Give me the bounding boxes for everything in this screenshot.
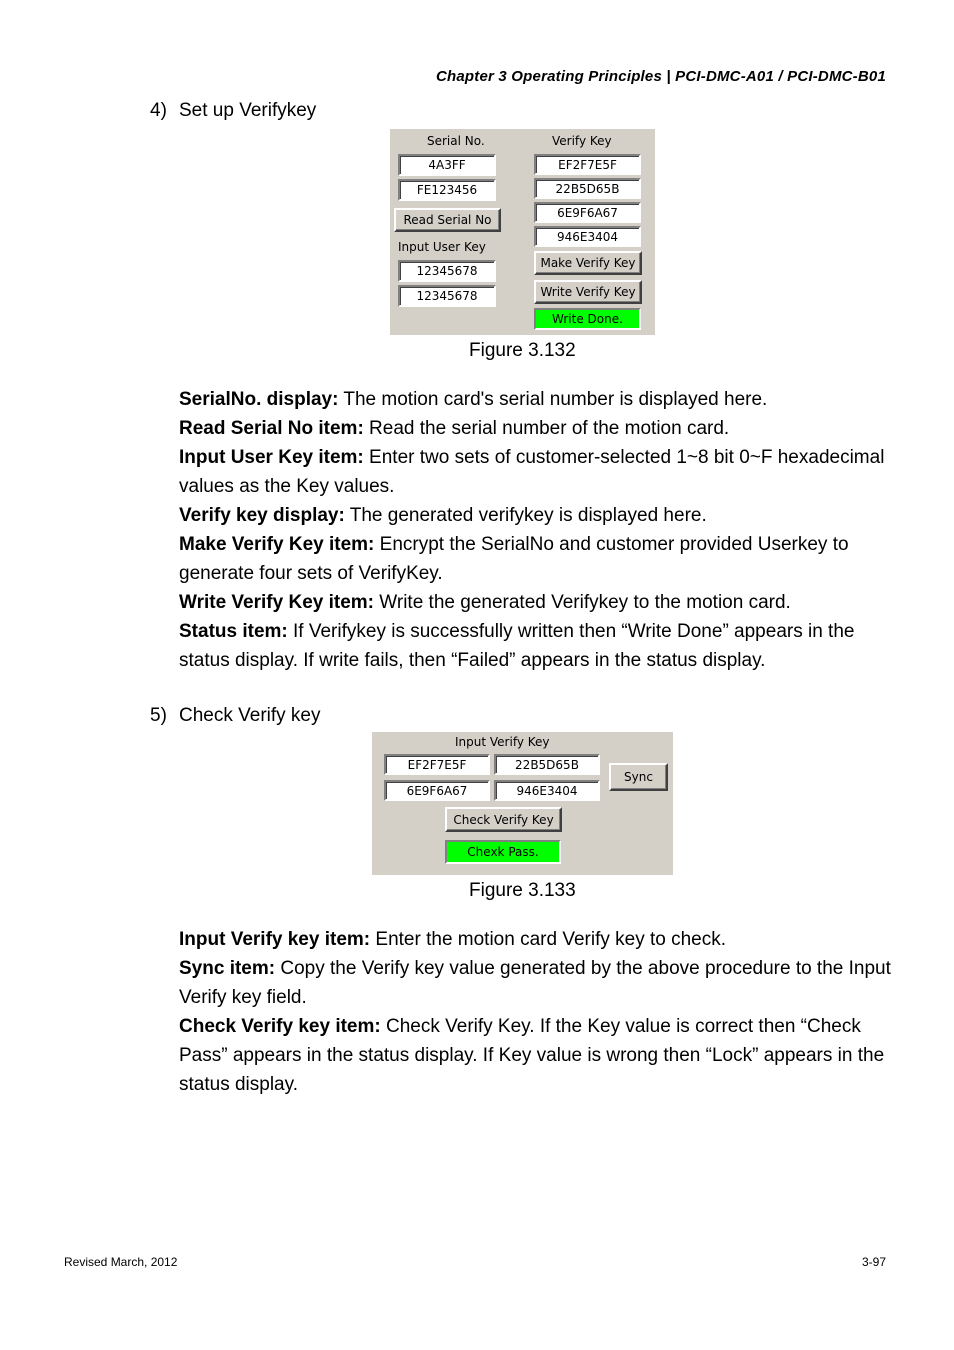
step-title: Set up Verifykey [179, 100, 317, 121]
desc-sync: Sync item: Copy the Verify key value generated by the above procedure to the Input Verify key field. [179, 958, 891, 1008]
verify-key-field-2[interactable]: 22B5D65B [534, 178, 641, 199]
check-key-field-3[interactable]: 6E9F6A67 [384, 780, 490, 801]
serial-no-field-2[interactable]: FE123456 [398, 179, 496, 201]
read-serial-no-button[interactable]: Read Serial No [394, 208, 501, 232]
serial-no-field-1[interactable]: 4A3FF [398, 154, 496, 176]
figure-3-133-caption: Figure 3.133 [469, 880, 576, 901]
desc-status: Status item: If Verifykey is successfully written then “Write Done” appears in the status display. If write fails, then “Failed” appears in the status display. [179, 621, 855, 671]
input-verify-key-label: Input Verify Key [455, 735, 550, 749]
desc-input-verify-key: Input Verify key item: Enter the motion card Verify key to check. [179, 929, 727, 950]
user-key-field-2[interactable]: 12345678 [398, 285, 496, 307]
desc-check-verify-key: Check Verify key item: Check Verify Key. If the Key value is correct then “Check Pass” appears in the status display. If Key value is wrong then “Lock” appears in the status display. [179, 1016, 885, 1095]
desc-input-user-key: Input User Key item: Enter two sets of customer-selected 1~8 bit 0~F hexadecimal values as the Key values. [179, 447, 885, 497]
verify-key-label: Verify Key [552, 134, 612, 148]
verify-key-field-4[interactable]: 946E3404 [534, 226, 641, 247]
check-key-field-1[interactable]: EF2F7E5F [384, 754, 490, 775]
serial-no-label: Serial No. [427, 134, 485, 148]
running-header: Chapter 3 Operating Principles | PCI-DMC-A01 / PCI-DMC-B01 [435, 68, 886, 85]
step-number: 5) [150, 705, 167, 726]
figure-3-132-caption: Figure 3.132 [469, 340, 576, 361]
step-title: Check Verify key [179, 705, 321, 726]
check-key-field-4[interactable]: 946E3404 [494, 780, 600, 801]
section-4-descriptions [179, 385, 894, 675]
desc-verify-key-display: Verify key display: The generated verifykey is displayed here. [179, 505, 707, 526]
footer-page-number: 3-97 [861, 1255, 886, 1269]
footer-revision: Revised March, 2012 [64, 1255, 178, 1269]
make-verify-key-button[interactable]: Make Verify Key [534, 251, 642, 275]
write-verify-key-button[interactable]: Write Verify Key [534, 280, 642, 304]
step-number: 4) [150, 100, 167, 121]
sync-button[interactable]: Sync [609, 763, 668, 791]
step-4-heading [150, 100, 316, 122]
check-verify-key-panel [372, 732, 673, 875]
verify-key-field-1[interactable]: EF2F7E5F [534, 154, 641, 175]
check-key-field-2[interactable]: 22B5D65B [494, 754, 600, 775]
check-status-display: Chexk Pass. [445, 840, 561, 864]
input-user-key-label: Input User Key [398, 240, 486, 254]
step-5-heading [150, 705, 321, 727]
check-verify-key-button[interactable]: Check Verify Key [445, 807, 562, 832]
write-status-display: Write Done. [534, 308, 641, 330]
desc-serialno: SerialNo. display: The motion card's serial number is displayed here. [179, 389, 768, 410]
user-key-field-1[interactable]: 12345678 [398, 260, 496, 282]
desc-make-verify-key: Make Verify Key item: Encrypt the SerialNo and customer provided Userkey to generate four sets of VerifyKey. [179, 534, 849, 584]
verify-key-field-3[interactable]: 6E9F6A67 [534, 202, 641, 223]
desc-write-verify-key: Write Verify Key item: Write the generated Verifykey to the motion card. [179, 592, 791, 613]
desc-read-serial: Read Serial No item: Read the serial number of the motion card. [179, 418, 730, 439]
verifykey-setup-panel [390, 129, 655, 335]
section-5-descriptions [179, 925, 894, 1099]
